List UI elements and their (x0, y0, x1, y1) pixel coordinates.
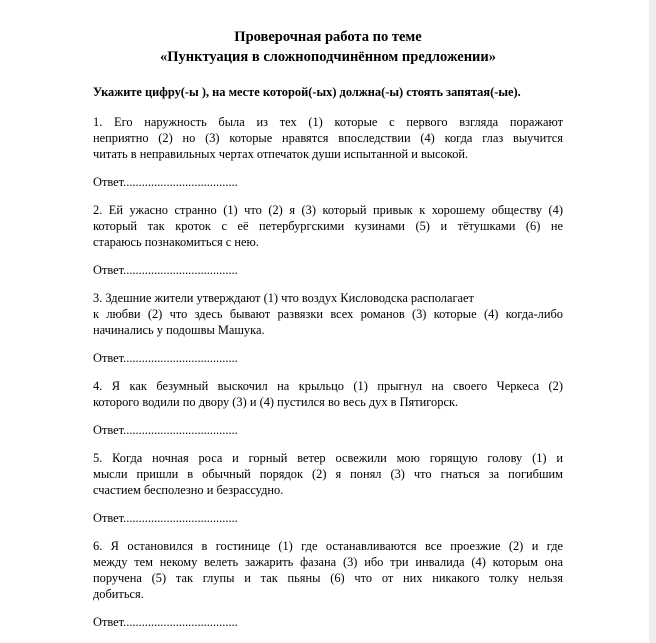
question-text-line: к любви (2) что здесь бывают развязки всех романов (3) которые (4) когда-либо (93, 307, 563, 321)
question-block (93, 202, 563, 278)
answer-line: Ответ..................................... (93, 351, 238, 365)
question-block (93, 378, 563, 438)
question-block (93, 450, 563, 526)
question-text-line: которого водили по двору (3) и (4) пустился во весь дух в Пятигорск. (93, 395, 459, 409)
question-text-line: начинались у подошвы Машука. (93, 323, 265, 337)
answer-line: Ответ..................................... (93, 175, 238, 189)
question-text-line: 3. Здешние жители утверждают (1) что воздух Кисловодска располагает (93, 291, 474, 305)
question-text-line: 5. Когда ночная роса и горный ветер освежили мою горящую голову (1) и (93, 451, 563, 465)
answer-line: Ответ..................................... (93, 423, 238, 437)
title-line-2: «Пунктуация в сложноподчинённом предложении» (159, 49, 497, 65)
question-paragraph (93, 538, 563, 602)
answer-line: Ответ..................................... (93, 263, 238, 277)
question-paragraph (93, 202, 563, 250)
question-text-line: добиться. (93, 587, 144, 601)
question-block (93, 114, 563, 190)
answer-line: Ответ..................................... (93, 615, 238, 629)
instruction-text: Укажите цифру(-ы ), на месте которой(-ых) должна(-ы) стоять запятая(-ые). (93, 85, 521, 99)
page-title (93, 27, 563, 67)
question-text-line: поручена (5) так глупы и так пьяны (6) что от них никакого толку нельзя (93, 571, 563, 585)
question-paragraph (93, 450, 563, 498)
question-text-line: стараюсь познакомиться с нею. (93, 235, 259, 249)
question-text-line: мысли пришли в обычный порядок (2) я понял (3) что гнаться за погибшим (93, 467, 563, 481)
questions-list (93, 114, 563, 630)
question-text-line: счастием бесполезно и безрассудно. (93, 483, 284, 497)
question-paragraph (93, 114, 563, 162)
question-text-line: который так кроток с её петербургскими кузинами (5) и тётушками (6) не (93, 219, 563, 233)
question-text-line: 6. Я остановился в гостинице (1) где останавливаются все проезжие (2) и где (93, 539, 563, 553)
question-text-line: 1. Его наружность была из тех (1) которые с первого взгляда поражают (93, 115, 563, 129)
title-line-1: Проверочная работа по теме (234, 29, 422, 45)
question-text-line: 4. Я как безумный выскочил на крыльцо (1) прыгнул на своего Черкеса (2) (93, 379, 563, 393)
question-block (93, 538, 563, 630)
worksheet-page (93, 0, 563, 642)
question-paragraph (93, 290, 563, 338)
page-edge (649, 0, 656, 643)
question-text-line: между тем некому велеть зажарить фазана (3) ибо три инвалида (4) которым она (93, 555, 563, 569)
answer-line: Ответ..................................... (93, 511, 238, 525)
question-paragraph (93, 378, 563, 410)
question-text-line: неприятно (2) но (3) которые нравятся впоследствии (4) когда глаз выучится (93, 131, 563, 145)
question-block (93, 290, 563, 366)
question-text-line: 2. Ей ужасно странно (1) что (2) я (3) который привык к хорошему обществу (4) (93, 203, 563, 217)
question-text-line: читать в неправильных чертах отпечаток души испытанной и высокой. (93, 147, 469, 161)
